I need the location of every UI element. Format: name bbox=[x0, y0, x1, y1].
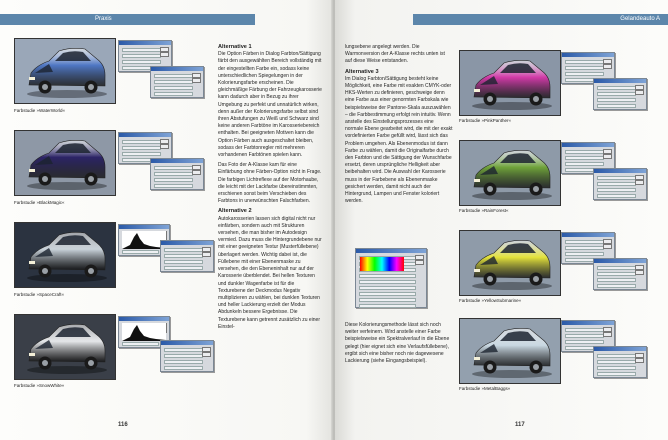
dialog-screenshot bbox=[160, 340, 214, 372]
dialog-field bbox=[597, 182, 636, 186]
dialog-screenshot bbox=[593, 168, 647, 200]
dialog-field bbox=[565, 156, 604, 160]
dialog-field bbox=[154, 86, 193, 90]
dialog-button bbox=[603, 332, 612, 337]
car-illustration bbox=[15, 315, 115, 379]
dialog-field bbox=[164, 260, 203, 264]
figure-caption: Farbstudie »PinkPanther« bbox=[459, 118, 512, 123]
left-running-header: Praxis bbox=[0, 14, 255, 25]
dialog-titlebar bbox=[594, 347, 646, 351]
dialog-field bbox=[122, 146, 161, 150]
dialog-field bbox=[597, 176, 636, 180]
car-illustration bbox=[460, 319, 560, 383]
dialog-screenshot bbox=[593, 258, 647, 290]
car-photo bbox=[14, 314, 116, 380]
dialog-titlebar bbox=[119, 317, 169, 321]
dialog-field bbox=[565, 246, 604, 250]
dialog-field bbox=[565, 240, 604, 244]
dialog-field bbox=[565, 340, 604, 344]
dialog-field bbox=[164, 366, 203, 370]
dialog-screenshot bbox=[593, 346, 647, 378]
dialog-field bbox=[597, 266, 636, 270]
dialog-field bbox=[164, 354, 203, 358]
dialog-field bbox=[154, 80, 193, 84]
car-illustration bbox=[15, 131, 115, 195]
dialog-field bbox=[565, 72, 604, 76]
right-page bbox=[335, 0, 668, 440]
dialog-field bbox=[359, 304, 416, 308]
figure-caption: Farbstudie »RainForest« bbox=[459, 208, 509, 213]
car-illustration bbox=[460, 141, 560, 205]
dialog-titlebar bbox=[562, 321, 614, 325]
car-photo bbox=[459, 230, 561, 296]
dialog-field bbox=[164, 360, 203, 364]
right-running-header: Gelandeauto A bbox=[413, 14, 668, 25]
dialog-field bbox=[565, 252, 604, 256]
body-paragraph: lungsebene angelegt werden. Die Warmonversion der A-Klasse rechts unten ist auf diese Weise entstanden. bbox=[345, 44, 445, 65]
dialog-field bbox=[122, 48, 161, 52]
body-paragraph: Die Option Färben in Dialog Farbton/Sättigung färbt den ausgewählten Bereich vollständig mit der eingestellten Farbe ein, sodass keine unterschiedlichen Spiegelungen in der Kolorierungsfarbe erscheinen. Die gleichmäßige Färbung der Fahrzeugkarosserie kann dadurch aber in Bezug zu ihrer Umgebung zu perfekt und unnatürlich wirken, denn außer der Kolorierungsfarbe selbst sind ihren Abstufungen zu Weiß und Schwarz sind keine anderen Farbtöne im Karosseriebereich enthalten. Bei geeigneten Motiven kann die Option Färben auch ausgeschaltet bleiben, sodass der Farbtonregler mit mehreren vorhandenen Farbtönen spielen kann. bbox=[218, 51, 322, 159]
body-paragraph: Diese Kolorierungsmethode lässt sich noch weiter verfeinern. Wird anstelle einer Farbe beispielsweise ein Spektralverlauf in die Ebene gelegt (hier eignet sich eine Verlaufsfüllebene), ergibt sich eine bisher noch nie dagewesene Lackierung (siehe Eingangsbeispiel). bbox=[345, 322, 450, 365]
dialog-field bbox=[164, 266, 203, 270]
car-photo bbox=[459, 50, 561, 116]
dialog-button bbox=[415, 260, 424, 265]
dialog-field bbox=[597, 360, 636, 364]
dialog-button bbox=[635, 270, 644, 275]
dialog-field bbox=[122, 140, 161, 144]
dialog-field bbox=[154, 178, 193, 182]
figure-caption: Farbstudie »BlackMagic« bbox=[14, 200, 65, 205]
dialog-field bbox=[597, 372, 636, 376]
section-heading: Alternative 2 bbox=[218, 208, 252, 215]
dialog-field bbox=[597, 278, 636, 282]
dialog-field bbox=[164, 254, 203, 258]
body-paragraph: Im Dialog Farbton/Sättigung besteht keine Möglichkeit, eine Farbe mit exakten CMYK-oder HKS-Werten zu definieren, geschweige denn eine Farbe aus einer genormten Farbskala wie beispielsweise der Pantone-Skala auszuwählen – die Farbbestimmung erfolgt rein intuitiv. Wenn anstelle des Einstellungsprozesses eine normale Ebene gearbeitet wird, die mit der exakt vordefinierten Farbe gefüllt wird, lässt sich das Problem umgehen. Als Ebenenmodus ist dann Farbe zu wählen, damit die Originalfarbe durch den Farbton und die Sättigung der Wunschfarbe ersetzt, deren ursprüngliche Helligkeit aber beibehalten wird. Die Auswahl der Karosserie muss in der Farbebene als Ebenenmaske gesichert werden, damit nicht auch der Hintergrund, Lampen und Fenster koloriert werden. bbox=[345, 75, 453, 205]
dialog-titlebar bbox=[161, 241, 213, 245]
dialog-field bbox=[597, 188, 636, 192]
dialog-field bbox=[359, 298, 416, 302]
dialog-button bbox=[635, 358, 644, 363]
dialog-screenshot bbox=[160, 240, 214, 272]
dialog-titlebar bbox=[119, 133, 171, 137]
dialog-titlebar bbox=[594, 79, 646, 83]
dialog-field bbox=[164, 248, 203, 252]
dialog-titlebar bbox=[151, 67, 203, 71]
figure-caption: Farbstudie »WaterWorld« bbox=[14, 108, 66, 113]
dialog-field bbox=[122, 60, 161, 64]
dialog-field bbox=[164, 348, 203, 352]
dialog-field bbox=[565, 60, 604, 64]
color-picker-dialog bbox=[355, 248, 427, 308]
car-photo bbox=[14, 222, 116, 288]
body-paragraph: Autokarosserien lassen sich digital nicht nur einfärben, sondern auch mit Strukturen versehen, die man bisher im Autodesign vermied. Dazu muss die Hintergrundebene nur mit einer geeigneten Textur (Musterfüllebene) überlagert werden. Wichtig dabei ist, die Füllebene mit einer Ebenenmaske zu versehen, die den Ebeneninhalt nur auf der Karosserie überblendet. Bei hellen Texturen und dunkler Wagenfarbe ist für die Texturebene der Deckmodus Negativ multiplizieren zu wählen, bei dunklen Texturen und heller Lackierung erzielt der Modus Abdunkeln bessere Ergebnisse. Die Texturebene kann getrennt zusätzlich zu einer Einstel- bbox=[218, 215, 322, 330]
car-illustration bbox=[15, 39, 115, 103]
dialog-button bbox=[635, 180, 644, 185]
dialog-field bbox=[597, 92, 636, 96]
car-photo bbox=[14, 38, 116, 104]
dialog-field bbox=[597, 194, 636, 198]
dialog-button bbox=[160, 52, 169, 57]
page-number: 116 bbox=[118, 422, 128, 428]
figure-caption: Farbstudie »SnowWhite« bbox=[14, 383, 65, 388]
dialog-field bbox=[597, 98, 636, 102]
dialog-titlebar bbox=[119, 225, 169, 229]
right-text-column bbox=[345, 44, 453, 208]
car-photo bbox=[459, 318, 561, 384]
dialog-titlebar bbox=[151, 159, 203, 163]
dialog-field bbox=[154, 166, 193, 170]
dialog-field bbox=[122, 342, 159, 346]
dialog-field bbox=[359, 286, 416, 290]
dialog-field bbox=[122, 152, 161, 156]
dialog-screenshot bbox=[150, 66, 204, 98]
dialog-field bbox=[154, 92, 193, 96]
dialog-field bbox=[597, 354, 636, 358]
dialog-titlebar bbox=[356, 249, 426, 253]
dialog-field bbox=[597, 104, 636, 108]
dialog-field bbox=[154, 184, 193, 188]
dialog-button bbox=[192, 170, 201, 175]
dialog-field bbox=[359, 274, 416, 278]
car-illustration bbox=[15, 223, 115, 287]
dialog-field bbox=[565, 66, 604, 70]
dialog-titlebar bbox=[161, 341, 213, 345]
section-heading: Alternative 1 bbox=[218, 44, 252, 50]
dialog-titlebar bbox=[119, 41, 171, 45]
figure-caption: Farbstudie »YellowSubmarine« bbox=[459, 298, 522, 303]
figure-caption: Farbstudie »MetalBaggs« bbox=[459, 386, 511, 391]
dialog-button bbox=[603, 64, 612, 69]
dialog-field bbox=[565, 334, 604, 338]
dialog-field bbox=[565, 162, 604, 166]
dialog-field bbox=[122, 250, 159, 254]
page-number: 117 bbox=[515, 422, 525, 428]
section-heading: Alternative 3 bbox=[345, 68, 379, 75]
dialog-screenshot bbox=[593, 78, 647, 110]
dialog-button bbox=[603, 244, 612, 249]
dialog-titlebar bbox=[562, 233, 614, 237]
dialog-button bbox=[635, 90, 644, 95]
dialog-titlebar bbox=[594, 169, 646, 173]
dialog-titlebar bbox=[562, 143, 614, 147]
dialog-field bbox=[597, 366, 636, 370]
body-paragraph: Das Foto der A-Klasse kam für eine Einfärbung ohne Färben-Option nicht in Frage. Die farbigen Lichtreflexe auf der Motorhaube, die leicht mit der Lackfarbe übereinstimmten, erschienen sonst beim Verschieben des Farbtons in unerwünschten Falschfarben. bbox=[218, 162, 322, 205]
left-text-column bbox=[218, 44, 322, 334]
left-page bbox=[0, 0, 333, 440]
dialog-titlebar bbox=[562, 53, 614, 57]
right-text-column-bottom bbox=[345, 322, 453, 368]
dialog-field bbox=[359, 292, 416, 296]
dialog-button bbox=[202, 252, 211, 257]
dialog-field bbox=[565, 150, 604, 154]
dialog-button bbox=[192, 78, 201, 83]
figure-caption: Farbstudie »SpaceCraft« bbox=[14, 292, 65, 297]
car-photo bbox=[459, 140, 561, 206]
dialog-field bbox=[154, 172, 193, 176]
dialog-field bbox=[154, 74, 193, 78]
dialog-field bbox=[597, 272, 636, 276]
dialog-field bbox=[359, 280, 416, 284]
dialog-field bbox=[122, 54, 161, 58]
dialog-button bbox=[202, 352, 211, 357]
dialog-button bbox=[160, 144, 169, 149]
dialog-field bbox=[597, 86, 636, 90]
dialog-button bbox=[603, 154, 612, 159]
histogram-graph bbox=[122, 323, 166, 341]
color-spectrum bbox=[360, 257, 404, 271]
car-illustration bbox=[460, 51, 560, 115]
dialog-titlebar bbox=[594, 259, 646, 263]
dialog-field bbox=[565, 328, 604, 332]
car-illustration bbox=[460, 231, 560, 295]
dialog-screenshot bbox=[150, 158, 204, 190]
car-photo bbox=[14, 130, 116, 196]
dialog-field bbox=[597, 284, 636, 288]
